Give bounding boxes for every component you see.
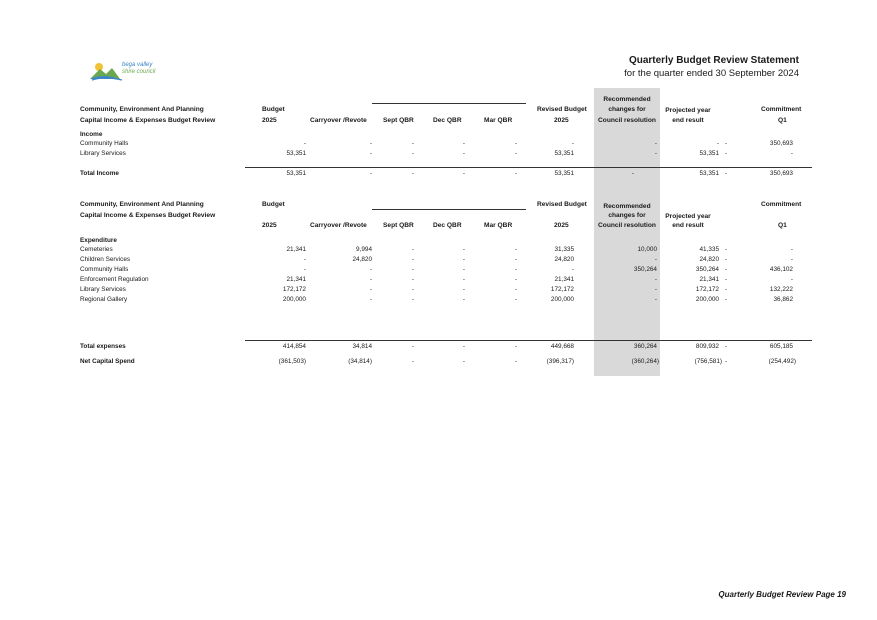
net-proj: (756,581) <box>694 358 722 365</box>
row-carry: - <box>369 296 372 303</box>
income-col-rec2: changes for <box>608 106 646 113</box>
table-row <box>0 150 877 158</box>
page-footer: Quarterly Budget Review Page 19 <box>718 590 846 599</box>
logo-text-2: shire council <box>122 69 156 75</box>
row-commit: - <box>790 256 793 263</box>
row-rec: 10,000 <box>637 246 657 253</box>
council-logo <box>86 57 170 83</box>
row-budget: - <box>303 140 306 147</box>
row-sept: - <box>411 150 414 157</box>
row-proj: 53,351 <box>699 150 719 157</box>
income-col-proj2: end result <box>672 117 704 124</box>
exp-col-q1: Q1 <box>778 222 787 229</box>
row-commit: 350,693 <box>769 140 793 147</box>
row-revised: 21,341 <box>554 276 574 283</box>
income-col-sept: Sept QBR <box>383 117 414 124</box>
table-row <box>0 266 877 274</box>
total-row <box>0 343 877 351</box>
row-proj: 24,820 <box>699 256 719 263</box>
row-rec: - <box>654 140 657 147</box>
row-sept: - <box>411 256 414 263</box>
row-carry: - <box>369 266 372 273</box>
total-sept: - <box>411 343 414 350</box>
row-rec: - <box>654 296 657 303</box>
row-sept: - <box>411 296 414 303</box>
page-subtitle: for the quarter ended 30 September 2024 <box>624 68 799 79</box>
row-commit: 132,222 <box>769 286 793 293</box>
row-dec: - <box>462 286 465 293</box>
row-proj: 350,264 <box>695 266 719 273</box>
total-sept: - <box>411 170 414 177</box>
row-name: Enforcement Regulation <box>80 276 149 283</box>
row-revised: 53,351 <box>554 150 574 157</box>
exp-col-revised: Revised Budget <box>537 201 587 208</box>
row-mar: - <box>514 140 517 147</box>
exp-col-mar: Mar QBR <box>484 222 513 229</box>
row-name: Community Halls <box>80 140 129 147</box>
exp-col-revised-year: 2025 <box>554 222 569 229</box>
row-dec: - <box>462 296 465 303</box>
row-budget: 21,341 <box>286 246 306 253</box>
total-budget: 53,351 <box>286 170 306 177</box>
row-budget: - <box>303 256 306 263</box>
income-title2: Capital Income & Expenses Budget Review <box>80 117 216 124</box>
row-mar: - <box>514 266 517 273</box>
net-rec: (360,264) <box>631 358 659 365</box>
row-name: Children Services <box>80 256 131 263</box>
exp-qbr-rule <box>372 209 526 210</box>
row-budget: 172,172 <box>282 286 306 293</box>
exp-title1: Community, Environment And Planning <box>80 201 204 208</box>
row-rec: - <box>654 286 657 293</box>
total-proj: 809,932 <box>695 343 719 350</box>
total-var: - <box>725 343 728 350</box>
row-mar: - <box>514 246 517 253</box>
row-rec: - <box>654 256 657 263</box>
exp-title2: Capital Income & Expenses Budget Review <box>80 212 216 219</box>
exp-col-rec1: Recommended <box>603 203 651 210</box>
exp-col-budget: Budget <box>262 201 285 208</box>
net-budget: (361,503) <box>278 358 306 365</box>
row-proj: 172,172 <box>695 286 719 293</box>
row-var: - <box>725 256 728 263</box>
recommended-column-shading <box>594 88 660 376</box>
row-proj: 41,335 <box>699 246 719 253</box>
table-row <box>0 246 877 254</box>
net-commit: (254,492) <box>768 358 796 365</box>
row-mar: - <box>514 256 517 263</box>
exp-col-rec2: changes for <box>608 212 646 219</box>
row-budget: 53,351 <box>286 150 306 157</box>
row-rec: - <box>654 150 657 157</box>
row-mar: - <box>514 296 517 303</box>
row-proj: - <box>716 140 719 147</box>
income-col-proj1: Projected year <box>665 107 711 114</box>
net-row <box>0 358 877 366</box>
row-budget: 21,341 <box>286 276 306 283</box>
row-var: - <box>725 266 728 273</box>
income-section-label: Income <box>80 131 103 138</box>
row-carry: - <box>369 150 372 157</box>
income-col-q1: Q1 <box>778 117 787 124</box>
row-revised: - <box>571 266 574 273</box>
total-budget: 414,854 <box>282 343 306 350</box>
exp-col-proj2: end result <box>672 222 704 229</box>
row-revised: - <box>571 140 574 147</box>
row-var: - <box>725 276 728 283</box>
row-proj: 200,000 <box>695 296 719 303</box>
net-sept: - <box>411 358 414 365</box>
row-var: - <box>725 246 728 253</box>
row-dec: - <box>462 150 465 157</box>
row-dec: - <box>462 256 465 263</box>
income-col-rec3: Council resolution <box>598 117 656 124</box>
exp-col-proj1: Projected year <box>665 213 711 220</box>
total-mar: - <box>514 170 517 177</box>
income-col-revised: Revised Budget <box>537 106 587 113</box>
expenses-total-rule <box>245 340 812 341</box>
total-revised: 53,351 <box>554 170 574 177</box>
row-var: - <box>725 140 728 147</box>
row-carry: 9,994 <box>356 246 372 253</box>
row-commit: 36,862 <box>773 296 793 303</box>
row-name: Library Services <box>80 286 126 293</box>
row-carry: 24,820 <box>352 256 372 263</box>
row-name: Community Halls <box>80 266 129 273</box>
row-proj: 21,341 <box>699 276 719 283</box>
row-mar: - <box>514 150 517 157</box>
net-mar: - <box>514 358 517 365</box>
total-commit: 605,185 <box>769 343 793 350</box>
row-carry: - <box>369 276 372 283</box>
row-revised: 200,000 <box>550 296 574 303</box>
income-col-carryover: Carryover /Revote <box>310 117 367 124</box>
row-var: - <box>725 286 728 293</box>
row-name: Cemeteries <box>80 246 113 253</box>
row-dec: - <box>462 276 465 283</box>
total-dec: - <box>462 343 465 350</box>
income-col-2025: 2025 <box>262 117 277 124</box>
total-mar: - <box>514 343 517 350</box>
row-commit: - <box>790 150 793 157</box>
row-revised: 172,172 <box>550 286 574 293</box>
row-var: - <box>725 296 728 303</box>
table-row <box>0 256 877 264</box>
total-name: Total expenses <box>80 343 126 350</box>
total-commit: 350,693 <box>769 170 793 177</box>
total-name: Total Income <box>80 170 119 177</box>
income-col-budget: Budget <box>262 106 285 113</box>
income-col-revised-year: 2025 <box>554 117 569 124</box>
page-title: Quarterly Budget Review Statement <box>628 55 799 66</box>
row-commit: - <box>790 276 793 283</box>
row-sept: - <box>411 140 414 147</box>
row-revised: 24,820 <box>554 256 574 263</box>
row-sept: - <box>411 286 414 293</box>
exp-col-carryover: Carryover /Revote <box>310 222 367 229</box>
row-sept: - <box>411 246 414 253</box>
row-name: Regional Gallery <box>80 296 128 303</box>
income-total-rule <box>245 167 812 168</box>
row-mar: - <box>514 286 517 293</box>
row-carry: - <box>369 286 372 293</box>
income-col-dec: Dec QBR <box>433 117 462 124</box>
row-rec: 350,264 <box>633 266 657 273</box>
table-row <box>0 140 877 148</box>
total-carry: 34,814 <box>352 343 372 350</box>
net-var: - <box>725 358 728 365</box>
total-proj: 53,351 <box>699 170 719 177</box>
income-title1: Community, Environment And Planning <box>80 106 204 113</box>
income-col-rec1: Recommended <box>603 96 651 103</box>
net-name: Net Capital Spend <box>80 358 135 365</box>
net-revised: (396,317) <box>546 358 574 365</box>
income-col-commit: Commitment <box>761 106 802 113</box>
total-rec: 360,264 <box>633 343 657 350</box>
expenses-section-label: Expenditure <box>80 237 117 244</box>
total-revised: 449,668 <box>550 343 574 350</box>
table-row <box>0 276 877 284</box>
row-var: - <box>725 150 728 157</box>
row-commit: - <box>790 246 793 253</box>
row-name: Library Services <box>80 150 126 157</box>
total-carry: - <box>369 170 372 177</box>
income-col-mar: Mar QBR <box>484 117 513 124</box>
row-dec: - <box>462 266 465 273</box>
row-sept: - <box>411 266 414 273</box>
income-qbr-rule <box>372 103 526 104</box>
row-revised: 31,335 <box>554 246 574 253</box>
row-budget: 200,000 <box>282 296 306 303</box>
row-mar: - <box>514 276 517 283</box>
table-row <box>0 286 877 294</box>
net-dec: - <box>462 358 465 365</box>
total-dec: - <box>462 170 465 177</box>
net-carry: (34,814) <box>348 358 372 365</box>
row-commit: 436,102 <box>769 266 793 273</box>
row-sept: - <box>411 276 414 283</box>
total-var: - <box>725 170 728 177</box>
row-dec: - <box>462 140 465 147</box>
total-rec: - <box>631 170 634 177</box>
table-row <box>0 296 877 304</box>
row-carry: - <box>369 140 372 147</box>
logo-text-1: bega valley <box>122 62 153 68</box>
row-budget: - <box>303 266 306 273</box>
exp-col-commit: Commitment <box>761 201 802 208</box>
exp-col-sept: Sept QBR <box>383 222 414 229</box>
total-row <box>0 170 877 178</box>
exp-col-rec3: Council resolution <box>598 222 656 229</box>
row-rec: - <box>654 276 657 283</box>
row-dec: - <box>462 246 465 253</box>
exp-col-dec: Dec QBR <box>433 222 462 229</box>
exp-col-2025: 2025 <box>262 222 277 229</box>
